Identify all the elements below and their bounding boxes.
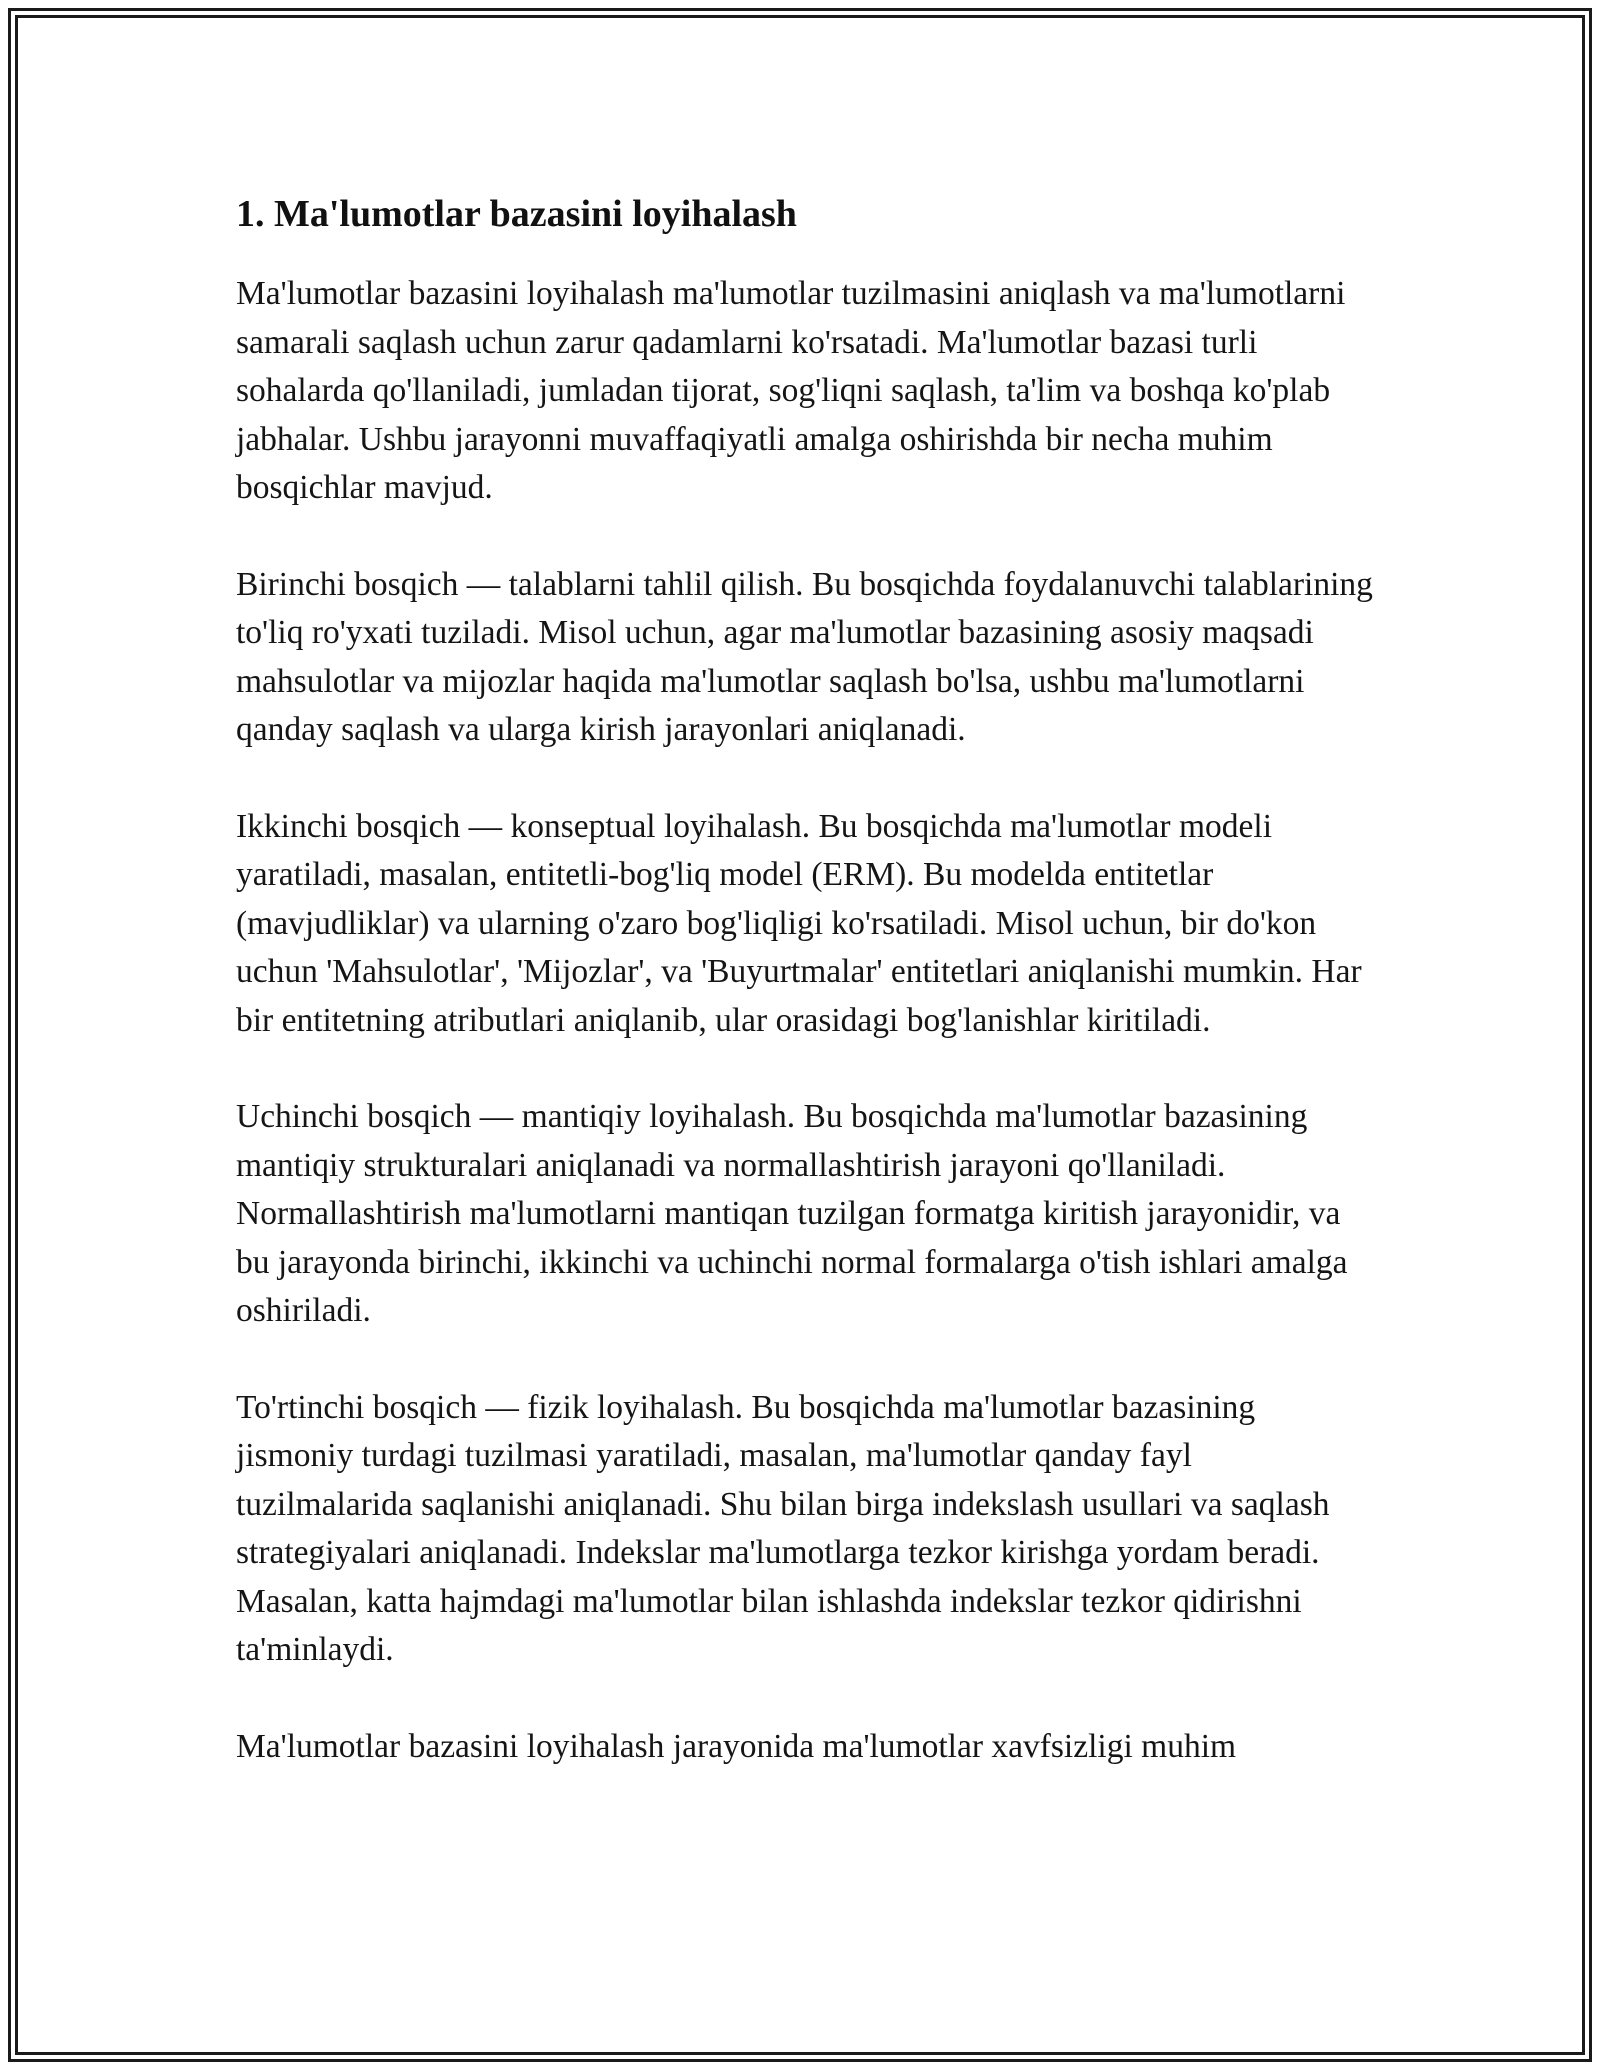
paragraph-stage-three: Uchinchi bosqich — mantiqiy loyihalash. Bu bosqichda ma'lumotlar bazasining mantiqiy strukturalari aniqlanadi va normallashtirish jarayoni qo'llaniladi. Normallashtirish ma'lumotlarni mantiqan tuzilgan formatga kiritish jarayonidir, va bu jarayonda birinchi, ikkinchi va uchinchi normal formalarga o'tish ishlari amalga oshiriladi. [236,1098,1348,1329]
paragraph-intro: Ma'lumotlar bazasini loyihalash ma'lumotlar tuzilmasini aniqlash va ma'lumotlarni samarali saqlash uchun zarur qadamlarni ko'rsatadi. Ma'lumotlar bazasi turli sohalarda qo'llaniladi, jumladan tijorat, sog'liqni saqlash, ta'lim va boshqa ko'plab jabhalar. Ushbu jarayonni muvaffaqiyatli amalga oshirishda bir necha muhim bosqichlar mavjud. [236,275,1346,506]
paragraph-stage-one: Birinchi bosqich — talablarni tahlil qilish. Bu bosqichda foydalanuvchi talablarining to'liq ro'yxati tuziladi. Misol uchun, agar ma'lumotlar bazasining asosiy maqsadi mahsulotlar va mijozlar haqida ma'lumotlar saqlash bo'lsa, ushbu ma'lumotlarni qanday saqlash va ularga kirish jarayonlari aniqlanadi. [236,565,1373,748]
paragraph-security: Ma'lumotlar bazasini loyihalash jarayonida ma'lumotlar xavfsizligi muhim [236,1727,1237,1765]
paragraph-stage-four: To'rtinchi bosqich — fizik loyihalash. Bu bosqichda ma'lumotlar bazasining jismoniy turdagi tuzilmasi yaratiladi, masalan, ma'lumotlar qanday fayl tuzilmalarida saqlanishi aniqlanadi. Shu bilan birga indekslash usullari va saqlash strategiyalari aniqlanadi. Indekslar ma'lumotlarga tezkor kirishga yordam beradi. Masalan, katta hajmdagi ma'lumotlar bilan ishlashda indekslar tezkor qidirishni ta'minlaydi. [236,1388,1330,1668]
paragraph-stage-two: Ikkinchi bosqich — konseptual loyihalash. Bu bosqichda ma'lumotlar modeli yaratiladi, masalan, entitetli-bog'liq model (ERM). Bu modelda entitetlar (mavjudliklar) va ularning o'zaro bog'liqligi ko'rsatiladi. Misol uchun, bir do'kon uchun 'Mahsulotlar', 'Mijozlar', va 'Buyurtmalar' entitetlari aniqlanishi mumkin. Har bir entitetning atributlari aniqlanib, ular orasidagi bog'lanishlar kiritiladi. [236,807,1362,1039]
document-body [236,184,1376,1819]
section-heading: 1. Ma'lumotlar bazasini loyihalash [236,193,797,235]
